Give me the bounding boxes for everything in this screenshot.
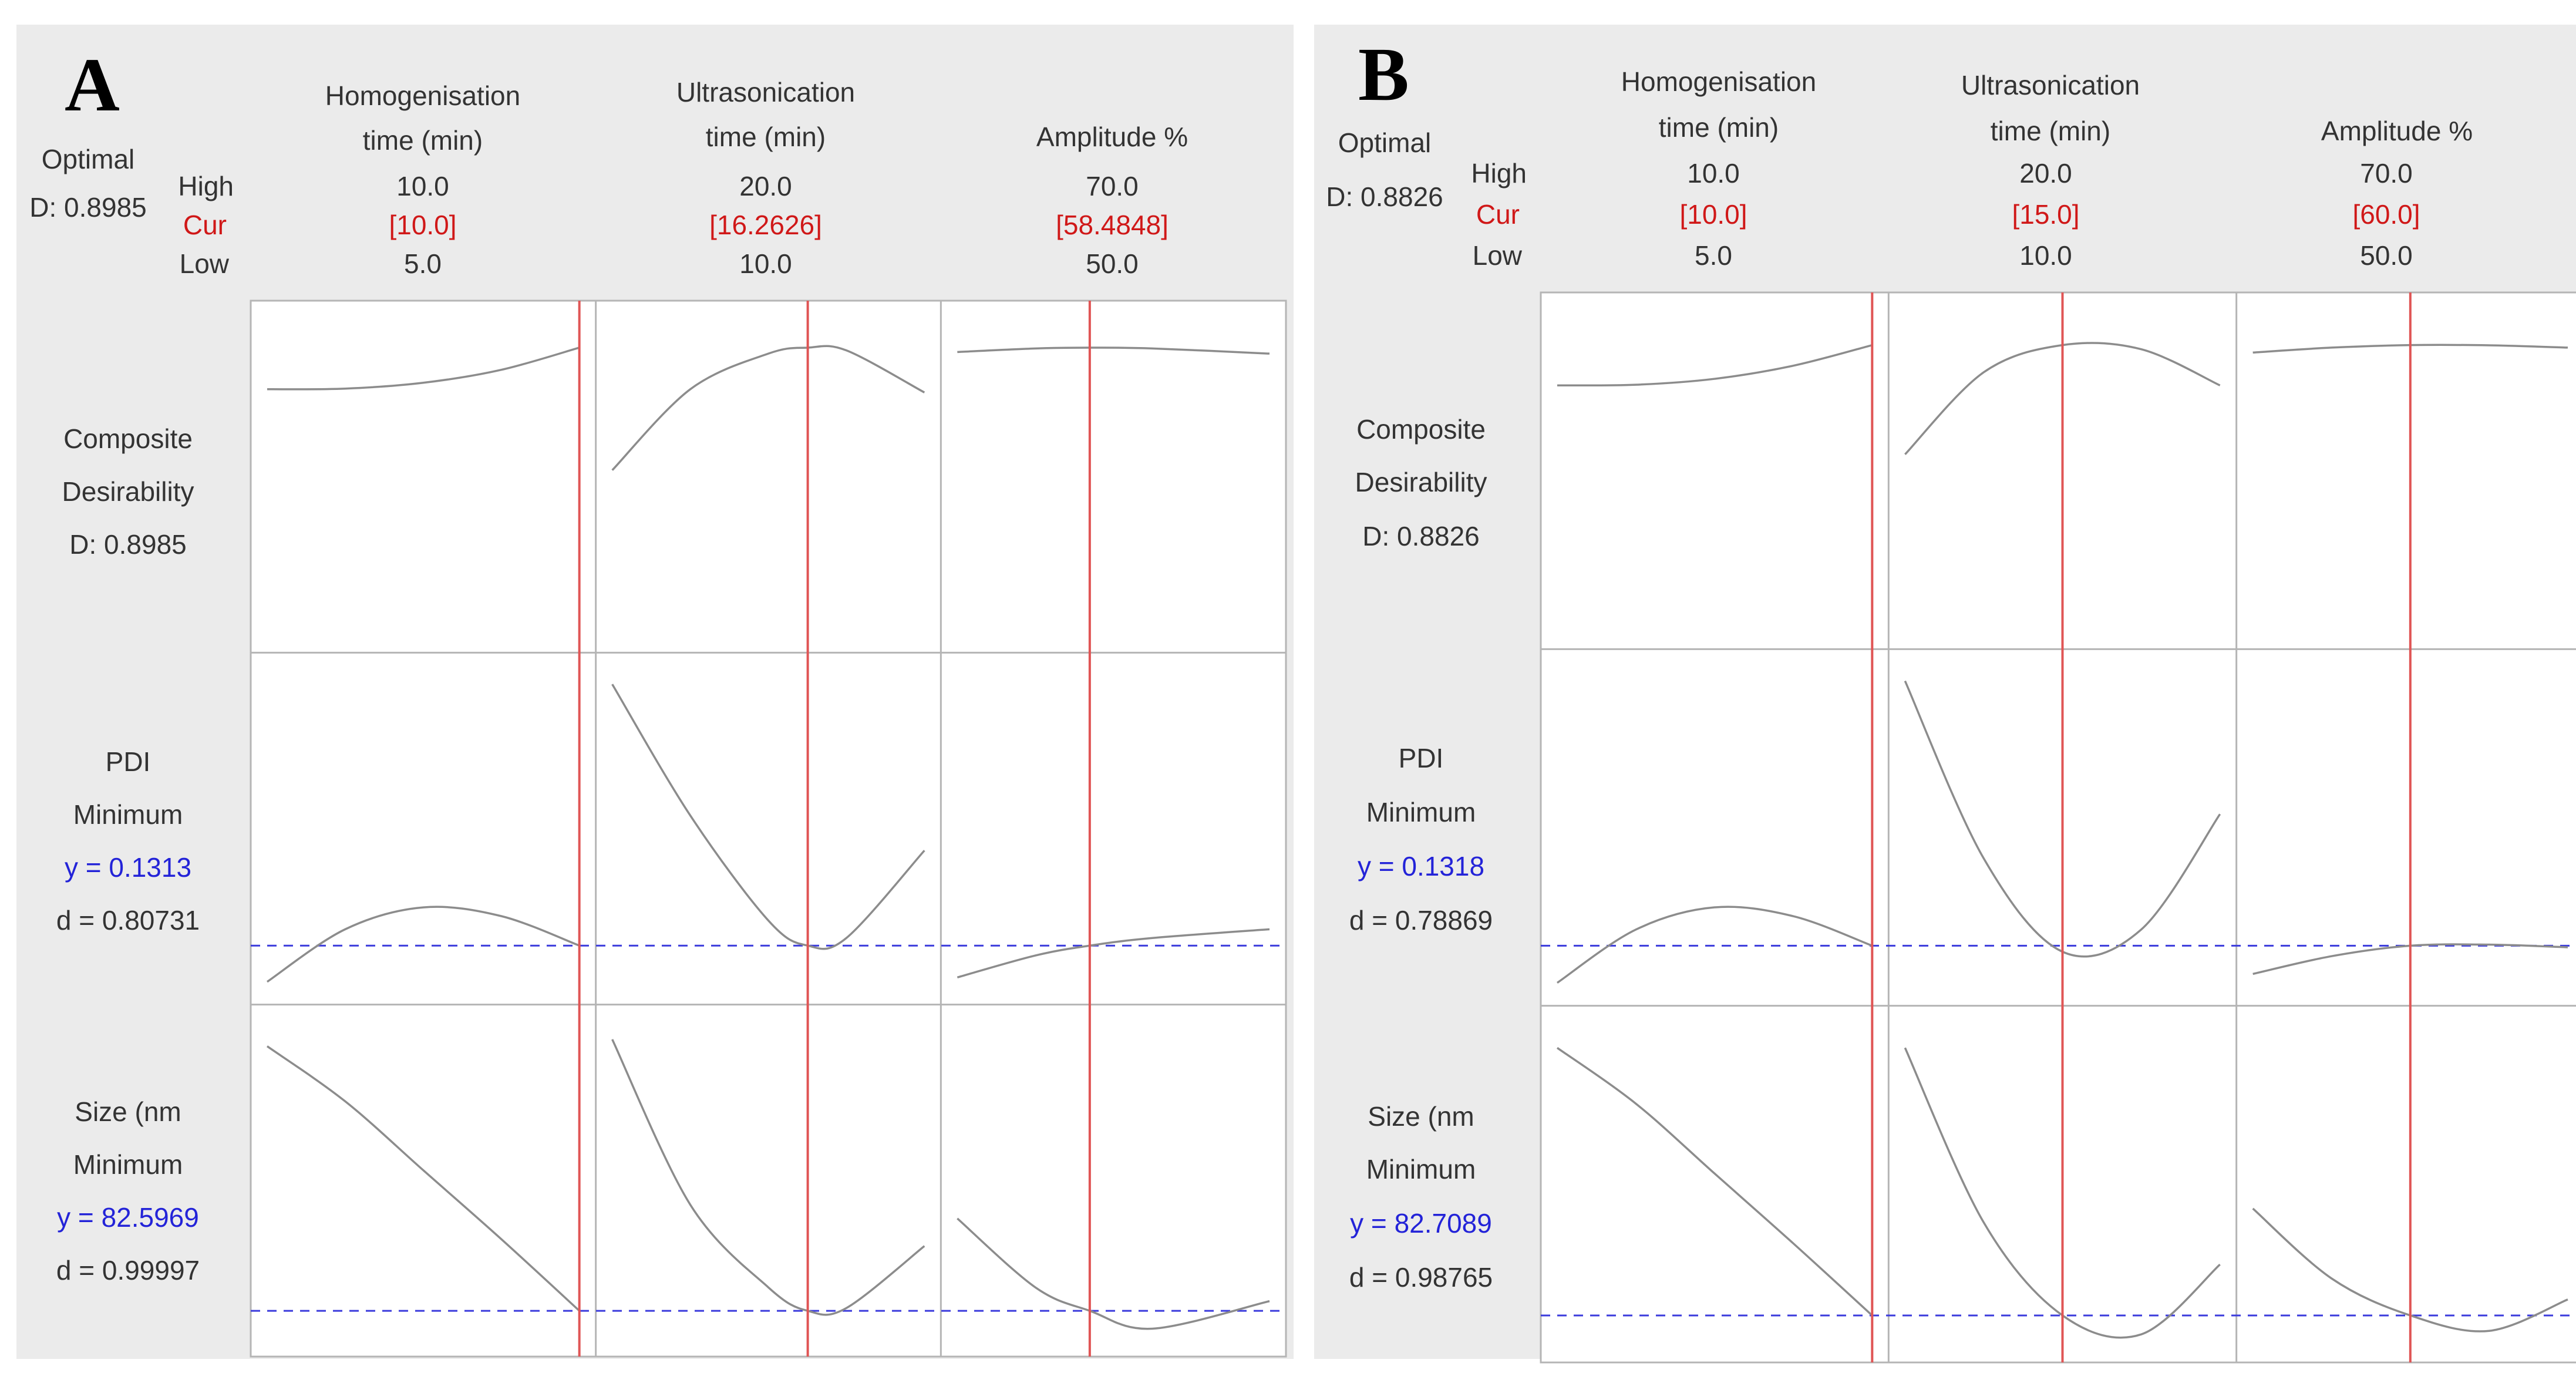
response-2-d-value: d = 0.80731 [56,905,200,936]
response-2-d-value: d = 0.78869 [1349,905,1493,936]
factor-3-current: [58.4848] [1056,210,1169,240]
optimization-plot-grid [1541,292,2576,1362]
response-2-line2: Minimum [1366,797,1476,827]
factor-2-high: 20.0 [739,171,792,201]
factor-1-low: 5.0 [1695,240,1732,271]
row-label-high: High [1471,158,1527,189]
response-3-d-value: d = 0.99997 [56,1255,200,1286]
factor-1-current: [10.0] [389,210,457,240]
factor-1-low: 5.0 [404,248,442,279]
response-2-line1: PDI [1398,743,1444,773]
factor-1-high: 10.0 [396,171,449,201]
factor-3-low: 50.0 [2360,240,2413,271]
panel-b [1314,25,2576,1359]
optimal-label: Optimal [41,144,135,174]
response-1-line1: Composite [1356,414,1486,445]
response-3-line1: Size (nm [75,1096,181,1127]
factor-2-title-line2: time (min) [1990,116,2111,146]
response-1-line3: D: 0.8826 [1362,521,1480,551]
row-label-high: High [178,171,234,201]
factor-3-current: [60.0] [2352,199,2420,230]
factor-2-current: [15.0] [2012,199,2080,230]
response-3-line2: Minimum [1366,1154,1476,1185]
panel-a [16,25,1294,1359]
panel-letter: A [65,43,120,127]
factor-1-title-line2: time (min) [1658,112,1779,143]
factor-3-title-line2: Amplitude % [2321,116,2473,146]
row-label-low: Low [1472,240,1522,271]
optimal-d-value: D: 0.8985 [29,192,147,223]
response-1-line3: D: 0.8985 [69,529,187,560]
factor-2-title-line2: time (min) [705,122,826,152]
factor-2-low: 10.0 [739,248,792,279]
row-label-low: Low [179,248,229,279]
optimization-plot-grid [251,301,1286,1357]
response-1-line1: Composite [63,423,193,454]
factor-1-title-line1: Homogenisation [325,80,521,111]
factor-3-title-line2: Amplitude % [1036,122,1188,152]
optimal-d-value: D: 0.8826 [1326,181,1443,212]
response-3-line1: Size (nm [1368,1101,1474,1132]
response-2-y-value: y = 0.1318 [1357,851,1485,881]
response-3-line2: Minimum [73,1149,183,1180]
factor-2-low: 10.0 [2019,240,2072,271]
response-1-line2: Desirability [1355,467,1487,497]
factor-3-high: 70.0 [1086,171,1139,201]
plot-area [1541,292,2576,1362]
factor-1-current: [10.0] [1679,199,1747,230]
response-2-line1: PDI [105,746,151,777]
factor-1-title-line1: Homogenisation [1621,66,1817,97]
response-3-y-value: y = 82.5969 [57,1202,199,1233]
response-3-y-value: y = 82.7089 [1350,1208,1492,1239]
plot-area [251,301,1286,1357]
factor-2-title-line1: Ultrasonication [1961,70,2140,100]
optimal-label: Optimal [1338,127,1432,158]
factor-2-current: [16.2626] [709,210,822,240]
response-2-line2: Minimum [73,799,183,830]
factor-2-title-line1: Ultrasonication [676,77,856,107]
factor-1-title-line2: time (min) [362,125,483,156]
panel-letter: B [1358,32,1409,117]
row-label-cur: Cur [183,210,227,240]
factor-3-high: 70.0 [2360,158,2413,189]
factor-3-low: 50.0 [1086,248,1139,279]
row-label-cur: Cur [1476,199,1520,230]
factor-2-high: 20.0 [2019,158,2072,189]
response-2-y-value: y = 0.1313 [64,852,192,883]
response-1-line2: Desirability [62,476,194,507]
factor-1-high: 10.0 [1687,158,1740,189]
response-3-d-value: d = 0.98765 [1349,1262,1493,1293]
